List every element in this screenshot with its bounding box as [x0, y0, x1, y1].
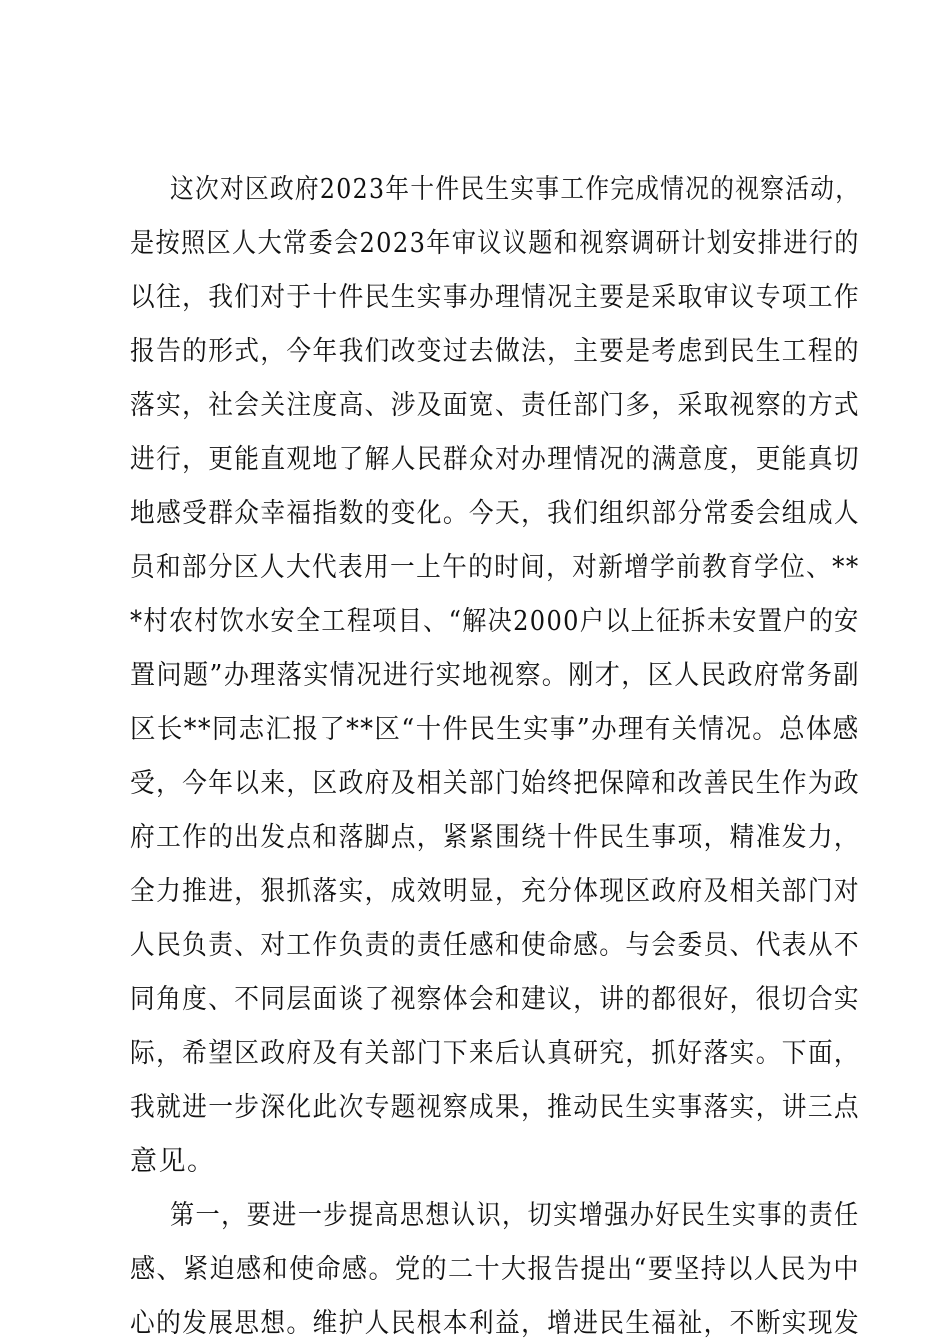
text-line: 以往，我们对于十件民生实事办理情况主要是采取审议专项工作 [130, 282, 860, 313]
text-line: 员和部分区人大代表用一上午的时间，对新增学前教育学位、** [130, 552, 860, 583]
text-line: 区长**同志汇报了**区“十件民生实事”办理有关情况。总体感 [130, 714, 860, 745]
text-line: 府工作的出发点和落脚点，紧紧围绕十件民生事项，精准发力， [130, 822, 860, 853]
text-line: 第一，要进一步提高思想认识，切实增强办好民生实事的责任 [170, 1200, 860, 1231]
text-line: 感、紧迫感和使命感。党的二十大报告提出“要坚持以人民为中 [130, 1254, 860, 1285]
text-line: 受，今年以来，区政府及相关部门始终把保障和改善民生作为政 [130, 768, 860, 799]
text-line: *村农村饮水安全工程项目、“解决2000户以上征拆未安置户的安 [130, 606, 860, 637]
text-line: 进行，更能直观地了解人民群众对办理情况的满意度，更能真切 [130, 444, 860, 475]
text-line: 这次对区政府2023年十件民生实事工作完成情况的视察活动， [170, 174, 861, 205]
text-line: 是按照区人大常委会2023年审议议题和视察调研计划安排进行的 [130, 228, 860, 259]
text-line: 置问题”办理落实情况进行实地视察。刚才，区人民政府常务副 [130, 660, 860, 691]
text-line: 心的发展思想。维护人民根本利益，增进民生福祉，不断实现发 [130, 1308, 860, 1339]
text-line: 地感受群众幸福指数的变化。今天，我们组织部分常委会组成人 [130, 498, 860, 529]
text-line: 意见。 [130, 1146, 216, 1177]
text-line: 我就进一步深化此次专题视察成果，推动民生实事落实，讲三点 [130, 1092, 860, 1123]
text-line: 落实，社会关注度高、涉及面宽、责任部门多，采取视察的方式 [130, 390, 860, 421]
text-line: 全力推进，狠抓落实，成效明显，充分体现区政府及相关部门对 [130, 876, 860, 907]
text-line: 人民负责、对工作负责的责任感和使命感。与会委员、代表从不 [130, 930, 860, 961]
text-line: 同角度、不同层面谈了视察体会和建议，讲的都很好，很切合实 [130, 984, 860, 1015]
text-line: 报告的形式，今年我们改变过去做法，主要是考虑到民生工程的 [130, 336, 860, 367]
text-line: 际，希望区政府及有关部门下来后认真研究，抓好落实。下面， [130, 1038, 860, 1069]
